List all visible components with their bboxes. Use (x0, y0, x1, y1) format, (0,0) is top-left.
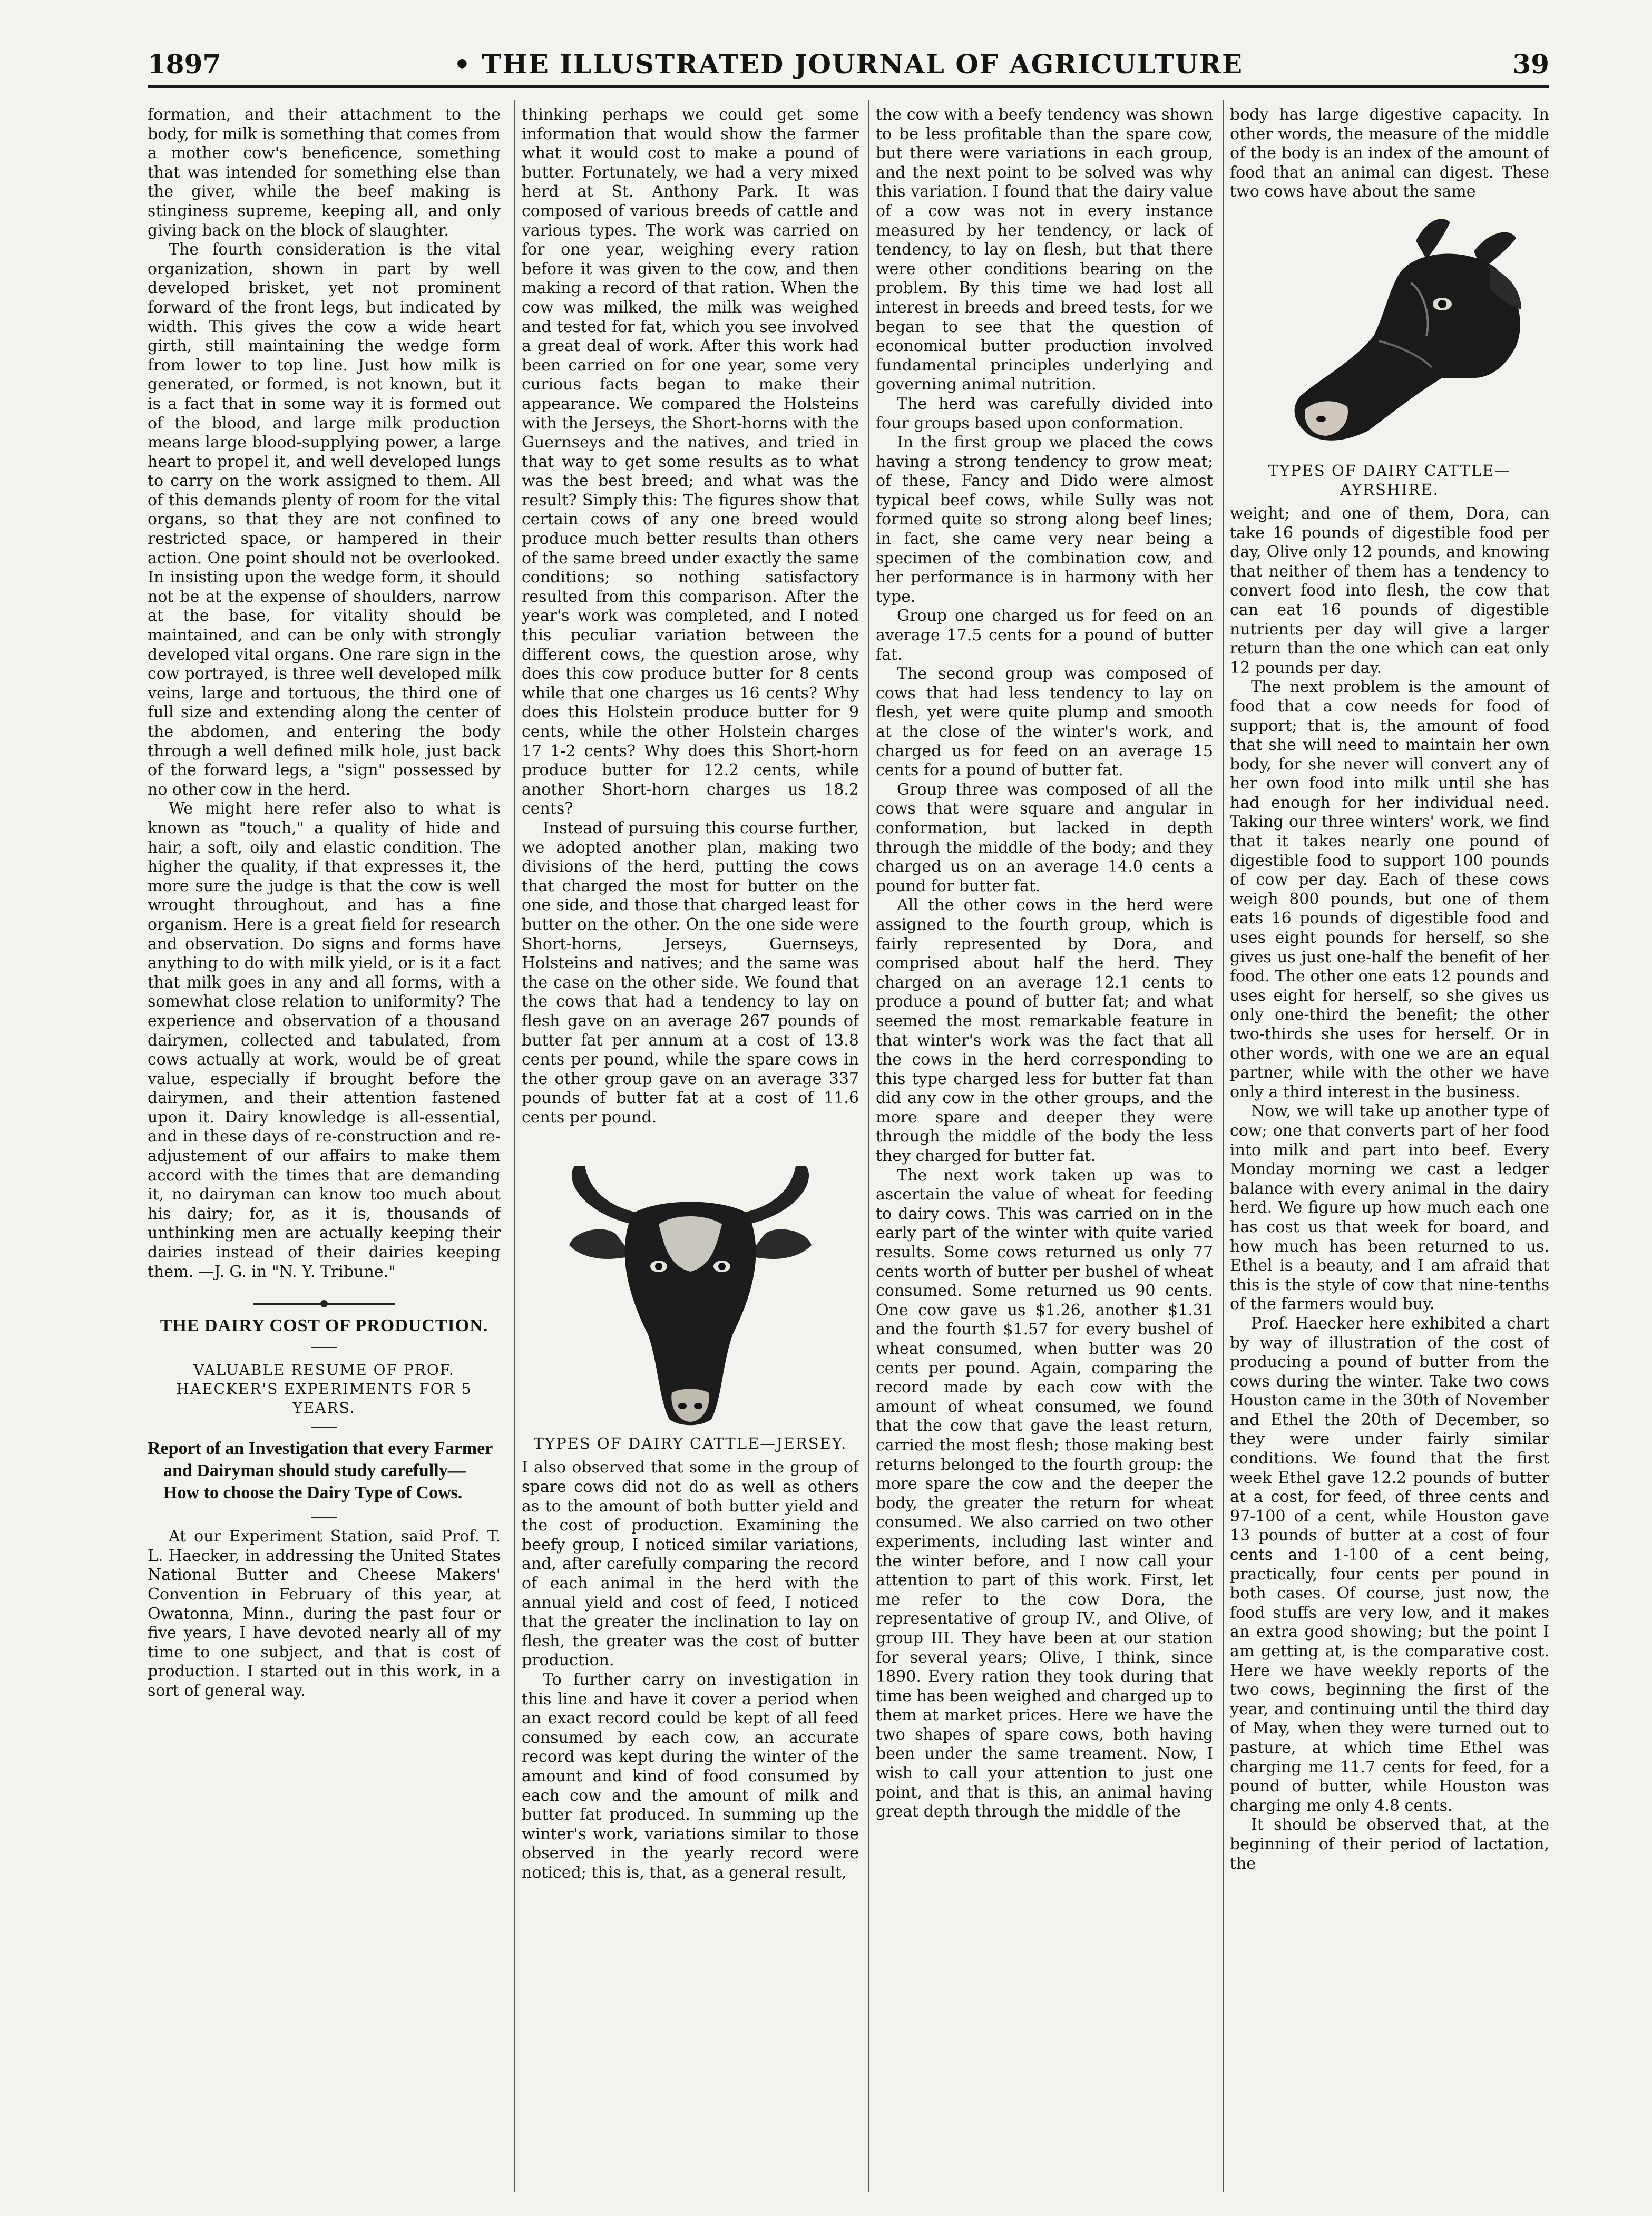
article-deck: Report of an Investigation that every Farmer and Dairyman should study carefully—How to choose the Dairy Type of Cows. (148, 1439, 493, 1503)
article-paragraph: I also observed that some in the group of spare cows did not do as well as others as to the amount of both butter yield and the cost of production. Examining the beefy group, I noticed similar variations, and, after carefully comparing the record of each animal in the herd with the annual yield and cost of feed, I noticed that the greater the inclination to lay on flesh, the greater was the cost of butter production. (522, 1458, 859, 1670)
article-paragraph: Instead of pursuing this course further, we adopted another plan, making two divisions of the herd, putting the cows that charged the most for butter on the one side, and those that charged least for butter on the other. On the one side were Short-horns, Jerseys, Guernseys, Holsteins and natives; and the same was the case on the other side. We found that the cows that had a tendency to lay on flesh gave on an average 267 pounds of butter fat per annum at a cost of 13.8 cents per pound, while the spare cows in the other group gave on an average 337 pounds of butter fat at a cost of 11.6 cents per pound. (522, 818, 859, 1127)
article-paragraph: It should be observed that, at the beginning of their period of lactation, the (1230, 1815, 1549, 1873)
column-3 (876, 105, 1213, 2192)
jersey-cow-illustration (522, 1135, 859, 1453)
article-paragraph: Group three was composed of all the cows that were square and angular in conformation, but lacked in depth through the middle of the body; and they charged us on an average 14.0 cents a pound for butter fat. (876, 780, 1213, 895)
column-rule (514, 100, 515, 2192)
article-paragraph: formation, and their attachment to the body, for milk is something that comes from a mother cow's beneficence, something that was intended for something else than the giver, while the beef making is stinginess supreme, keeping all, and only giving back on the block of slaughter. (148, 105, 501, 240)
article-paragraph: the cow with a beefy tendency was shown to be less profitable than the spare cow, but there were variations in each group, and the next point to be solved was why this variation. I found that the dairy value of a cow was not in every instance measured by her tendency, or lack of tendency, to lay on flesh, but that there were other conditions bearing on the problem. By this time we had lost all interest in breeds and breed tests, for we began to see that the question of economical butter production involved fundamental principles underlying and governing animal nutrition. (876, 105, 1213, 394)
journal-title: • THE ILLUSTRATED JOURNAL OF AGRICULTURE (453, 48, 1244, 80)
article-paragraph: In the first group we placed the cows having a strong tendency to grow meat; of these, Fancy and Dido were almost typical beef cows, while Sully was not formed quite so strong along beef lines; in fact, she came very near being a specimen of the combination cow, and her performance is in harmony with her type. (876, 433, 1213, 606)
short-rule (311, 1427, 337, 1428)
section-divider (253, 1303, 395, 1305)
article-headline: THE DAIRY COST OF PRODUCTION. (160, 1316, 488, 1336)
column-1 (148, 105, 501, 2192)
figure-caption: TYPES OF DAIRY CATTLE—AYRSHIRE. (1268, 461, 1511, 499)
short-rule (311, 1347, 337, 1348)
column-rule (868, 100, 869, 2192)
article-paragraph: The next problem is the amount of food that a cow needs for food of support; that is, the amount of food that she will need to maintain her own body, for she never will convert any of her own food into milk until she has had enough for her individual need. Taking our three winters' work, we find that it takes nearly one pound of digestible food to support 100 pounds of cow per day. Each of these cows weigh 800 pounds, but one of them eats 16 pounds of digestible food and uses eight pounds for herself, so she gives us just one-half the benefit of her food. The other one eats 12 pounds and uses eight for herself, so she gives us only one-third the benefit; the other two-thirds she uses for herself. Or in other words, with one we are an equal partner, while with the other we have only a third interest in the business. (1230, 678, 1549, 1101)
article-paragraph: Prof. Haecker here exhibited a chart by way of illustration of the cost of producing a pound of butter from the cows during the winter. Take two cows Houston came in the 30th of November and Ethel the 20th of December, so they were under fairly similar conditions. We found that the first week Ethel gave 12.2 pounds of butter at a cost, for feed, of three cents and 97-100 of a cent, while Houston gave 13 pounds of butter at a cost of four cents and 1-100 of a cent being, practically, four cents per pound in both cases. Of course, just now, the food stuffs are very low, and it makes an extra good showing; but the point I am getting at, is the comparative cost. Here we have weekly reports of the two cows, beginning the first of the year, and continuing until the third day of May, when they were turned out to pasture, at which time Ethel was charging me 11.7 cents for feed, for a pound of butter, while Houston was charging me only 4.8 cents. (1230, 1314, 1549, 1815)
article-subhead: VALUABLE RESUME OF PROF. HAECKER'S EXPERIMENTS FOR 5 YEARS. (176, 1361, 472, 1417)
ayrshire-cow-illustration (1230, 209, 1549, 499)
short-rule (311, 1517, 337, 1518)
article-paragraph: weight; and one of them, Dora, can take 16 pounds of digestible food per day, Olive only 12 pounds, and knowing that neither of them has a tendency to convert food into flesh, the cow that can eat 16 pounds of digestible nutrients per day will give a larger return than the one which can eat only 12 pounds per day. (1230, 504, 1549, 677)
article-paragraph: The next work taken up was to ascertain the value of wheat for feeding to dairy cows. This was carried on in the early part of the winter with quite varied results. Some cows returned us only 77 cents worth of butter per bushel of wheat consumed. Some returned us 90 cents. One cow gave us $1.26, another $1.31 and the fourth $1.57 for every bushel of wheat consumed, when butter was 20 cents per pound. Again, comparing the record made by each cow with the amount of wheat consumed, we found that the cow that gave the least return, carried the most flesh; those making best returns belonged to the fourth group: the more spare the cow and the deeper the body, the greater the return for wheat consumed. We also carried on two other experiments, including last winter and the winter before, and I now call your attention to part of this work. First, let me refer to the cow Dora, the representative of group IV., and Olive, of group III. They have been at our station for several years; Olive, I think, since 1890. Every ration they took during that time has been weighed and charged up to them at market prices. Here we have the two shapes of spare cows, both having been under the same treament. Now, I wish to call your attention to just one point, and that is this, an animal having great depth through the middle of the (876, 1166, 1213, 1821)
article-paragraph: We might here refer also to what is known as "touch," a quality of hide and hair, a soft, oily and elastic condition. The higher the quality, if that expresses it, the more sure the judge is that the cow is well wrought throughout, and has a fine organism. Here is a great field for research and observation. Do signs and forms have anything to do with milk yield, or is it a fact that milk goes in any and all forms, with a somewhat close relation to uniformity? The experience and observation of a thousand dairymen, collected and tabulated, from cows actually at work, would be of great value, especially if brought before the dairymen, and their attention fastened upon it. Dairy knowledge is all-essential, and in these days of re-construction and re-adjustement of our affairs to make them accord with the times that are demanding it, no dairyman can know too much about his dairy; for, as it is, thousands of unthinking men are actually keeping their dairies instead of their dairies keeping them. —J. G. in "N. Y. Tribune." (148, 799, 501, 1281)
column-rule (1223, 100, 1224, 2192)
article-paragraph: body has large digestive capacity. In other words, the measure of the middle of the body is an index of the amount of food that an animal can digest. These two cows have about the same (1230, 105, 1549, 201)
article-paragraph: At our Experiment Station, said Prof. T. L. Haecker, in addressing the United States National Butter and Cheese Makers' Convention in February of this year, at Owatonna, Minn., during the past four or five years, I have devoted nearly all of my time to one subject, and that is cost of production. I started out in this work, in a sort of general way. (148, 1527, 501, 1700)
article-paragraph: thinking perhaps we could get some information that would show the farmer what it would cost to make a pound of butter. Fortunately, we had a very mixed herd at St. Anthony Park. It was composed of various breeds of cattle and various types. The work was carried on for one year, weighing every ration before it was given to the cow, and then making a record of that ration. When the cow was milked, the milk was weighed and tested for fat, which you see involved a great deal of work. After this work had been carried on for one year, some very curious facts began to make their appearance. We compared the Holsteins with the Jerseys, the Short-horns with the Guernseys and the natives, and tried in that way to get some results as to what was the best breed; and what was the result? Simply this: The figures show that certain cows of any one breed would produce much better results than others of the same breed under exactly the same conditions; so nothing satisfactory resulted from this comparison. After the year's work was completed, and I noted this peculiar variation between the different cows, the question arose, why does this cow produce butter for 8 cents while that one charges us 16 cents? Why does this Holstein produce butter for 9 cents, while the other Holstein charges 17 1-2 cents? Why does this Short-horn produce butter for 12.2 cents, while another Short-horn charges us 18.2 cents? (522, 105, 859, 818)
article-paragraph: The herd was carefully divided into four groups based upon conformation. (876, 394, 1213, 433)
jersey-cow-head-image (553, 1135, 827, 1430)
page-year: 1897 (148, 48, 221, 80)
article-paragraph: The second group was composed of cows that had less tendency to lay on flesh, yet were quite plump and smooth at the close of the winter's work, and charged us for feed on an average 15 cents for a pound of butter fat. (876, 665, 1213, 780)
column-2 (522, 105, 859, 2192)
article-paragraph: All the other cows in the herd were assigned to the fourth group, which is fairly represented by Dora, and comprised about half the herd. They charged on an average 12.1 cents to produce a pound of butter fat; and what seemed the most remarkable feature in that winter's work was the fact that all the cows in the herd corresponding to this type charged less for butter fat than did any cow in the other groups, and the more spare and deeper they were through the middle of the body the less they charged for butter fat. (876, 896, 1213, 1166)
article-paragraph: Group one charged us for feed on an average 17.5 cents for a pound of butter fat. (876, 607, 1213, 664)
page-header (148, 48, 1549, 88)
ayrshire-cow-head-image (1242, 209, 1537, 457)
figure-caption: TYPES OF DAIRY CATTLE—JERSEY. (533, 1434, 847, 1453)
article-paragraph: The fourth consideration is the vital organization, shown in part by well developed brisket, yet not prominent forward of the front legs, but indicated by width. This gives the cow a wide heart girth, still maintaining the wedge form from lower to top line. Just how milk is generated, or formed, is not known, but it is a fact that in some way it is formed out of the blood, and large milk production means large blood-supplying power, a large heart to propel it, and well developed lungs to carry on the work assigned to them. All of this demands plenty of room for the vital organs, so that they are not confined to restricted space, or hampered in their action. One point should not be overlooked. In insisting upon the wedge form, it should not be at the expense of shoulders, narrow at the base, for vitality should be maintained, and can be only with strongly developed vital organs. One rare sign in the cow portrayed, is three well developed milk veins, large and tortuous, the third one of full size and extending along the center of the abdomen, and entering the body through a well defined milk hole, just back of the forward legs, a "sign" possessed by no other cow in the herd. (148, 240, 501, 799)
article-paragraph: Now, we will take up another type of cow; one that converts part of her food into milk and part into beef. Every Monday morning we cast a ledger balance with every animal in the dairy herd. We figure up how much each one has cost us that week for board, and how much has been returned to us. Ethel is a beauty, and I am afraid that this is the style of cow that nine-tenths of the farmers would buy. (1230, 1102, 1549, 1314)
column-4 (1230, 105, 1549, 2192)
article-paragraph: To further carry on investigation in this line and have it cover a period when an exact record could be kept of all feed consumed by each cow, an accurate record was kept during the winter of the amount and kind of food consumed by each cow and the amount of milk and butter fat produced. In summing up the winter's work, variations similar to those observed in the yearly record were noticed; this is, that, as a general result, (522, 1671, 859, 1882)
page-number: 39 (1512, 48, 1549, 80)
